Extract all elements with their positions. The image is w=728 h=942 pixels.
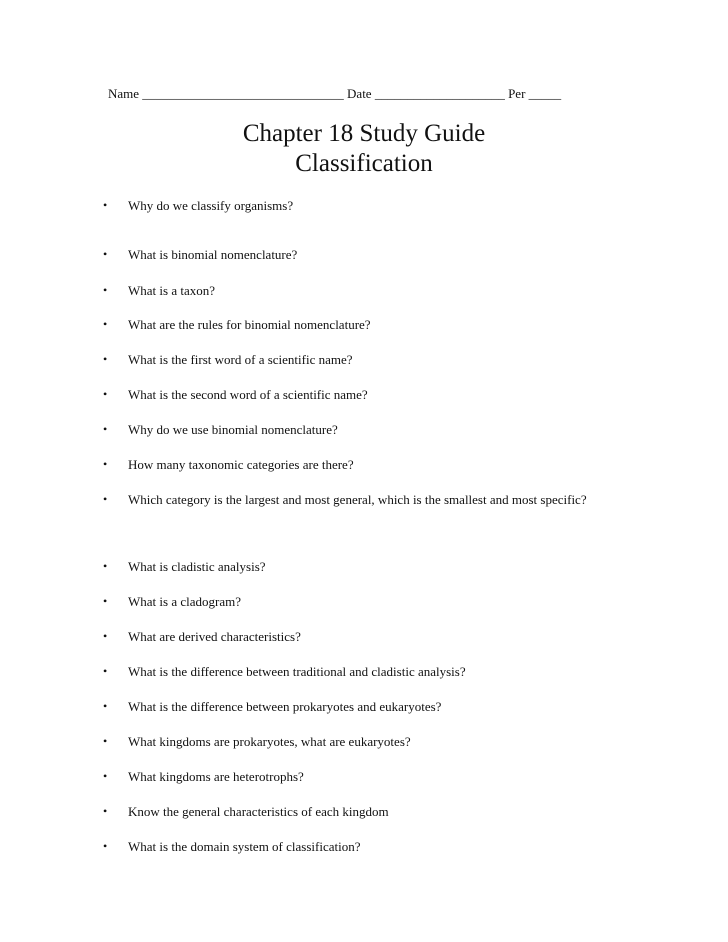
bullet-icon: • [103, 699, 108, 713]
question-item [103, 491, 623, 508]
question-item [103, 838, 623, 855]
bullet-icon: • [103, 422, 108, 436]
question-item [103, 663, 623, 680]
bullet-icon: • [103, 283, 108, 297]
bullet-icon: • [103, 839, 108, 853]
question-text: Know the general characteristics of each kingdom [128, 804, 389, 819]
question-item [103, 593, 623, 610]
question-text: How many taxonomic categories are there? [128, 457, 354, 472]
question-text: Why do we classify organisms? [128, 198, 294, 213]
question-item [103, 558, 623, 575]
bullet-icon: • [103, 629, 108, 643]
bullet-icon: • [103, 352, 108, 366]
question-item [103, 421, 623, 438]
question-text: What is the difference between traditional and cladistic analysis? [128, 664, 466, 679]
bullet-icon: • [103, 492, 108, 506]
question-text: What are derived characteristics? [128, 629, 301, 644]
question-item [103, 246, 623, 263]
question-text: Which category is the largest and most general, which is the smallest and most specific? [128, 492, 587, 507]
bullet-icon: • [103, 769, 108, 783]
page-subtitle: Classification [295, 150, 433, 177]
question-item [103, 316, 623, 333]
bullet-icon: • [103, 457, 108, 471]
question-item [103, 197, 623, 214]
bullet-icon: • [103, 594, 108, 608]
question-text: What kingdoms are heterotrophs? [128, 769, 304, 784]
question-item [103, 768, 623, 785]
question-text: What are the rules for binomial nomenclature? [128, 317, 371, 332]
question-item [103, 803, 623, 820]
page-title: Chapter 18 Study Guide [242, 120, 486, 147]
bullet-icon: • [103, 734, 108, 748]
question-text: What is binomial nomenclature? [128, 247, 298, 262]
name-date-period-line: Name _______________________________ Date ____________________ Per _____ [108, 86, 562, 101]
question-item [103, 733, 623, 750]
question-text: What kingdoms are prokaryotes, what are eukaryotes? [128, 734, 411, 749]
bullet-icon: • [103, 804, 108, 818]
question-item [103, 351, 623, 368]
question-text: What is a taxon? [128, 283, 215, 298]
question-text: What is cladistic analysis? [128, 559, 266, 574]
question-text: What is the difference between prokaryotes and eukaryotes? [128, 699, 442, 714]
question-item [103, 698, 623, 715]
bullet-icon: • [103, 664, 108, 678]
bullet-icon: • [103, 559, 108, 573]
question-text: What is the second word of a scientific name? [128, 387, 368, 402]
bullet-icon: • [103, 247, 108, 261]
question-text: What is the domain system of classification? [128, 839, 361, 854]
question-text: What is a cladogram? [128, 594, 241, 609]
question-item [103, 282, 623, 299]
question-text: Why do we use binomial nomenclature? [128, 422, 338, 437]
question-item [103, 456, 623, 473]
bullet-icon: • [103, 387, 108, 401]
bullet-icon: • [103, 198, 108, 212]
question-item [103, 628, 623, 645]
question-item [103, 386, 623, 403]
question-text: What is the first word of a scientific name? [128, 352, 353, 367]
bullet-icon: • [103, 317, 108, 331]
